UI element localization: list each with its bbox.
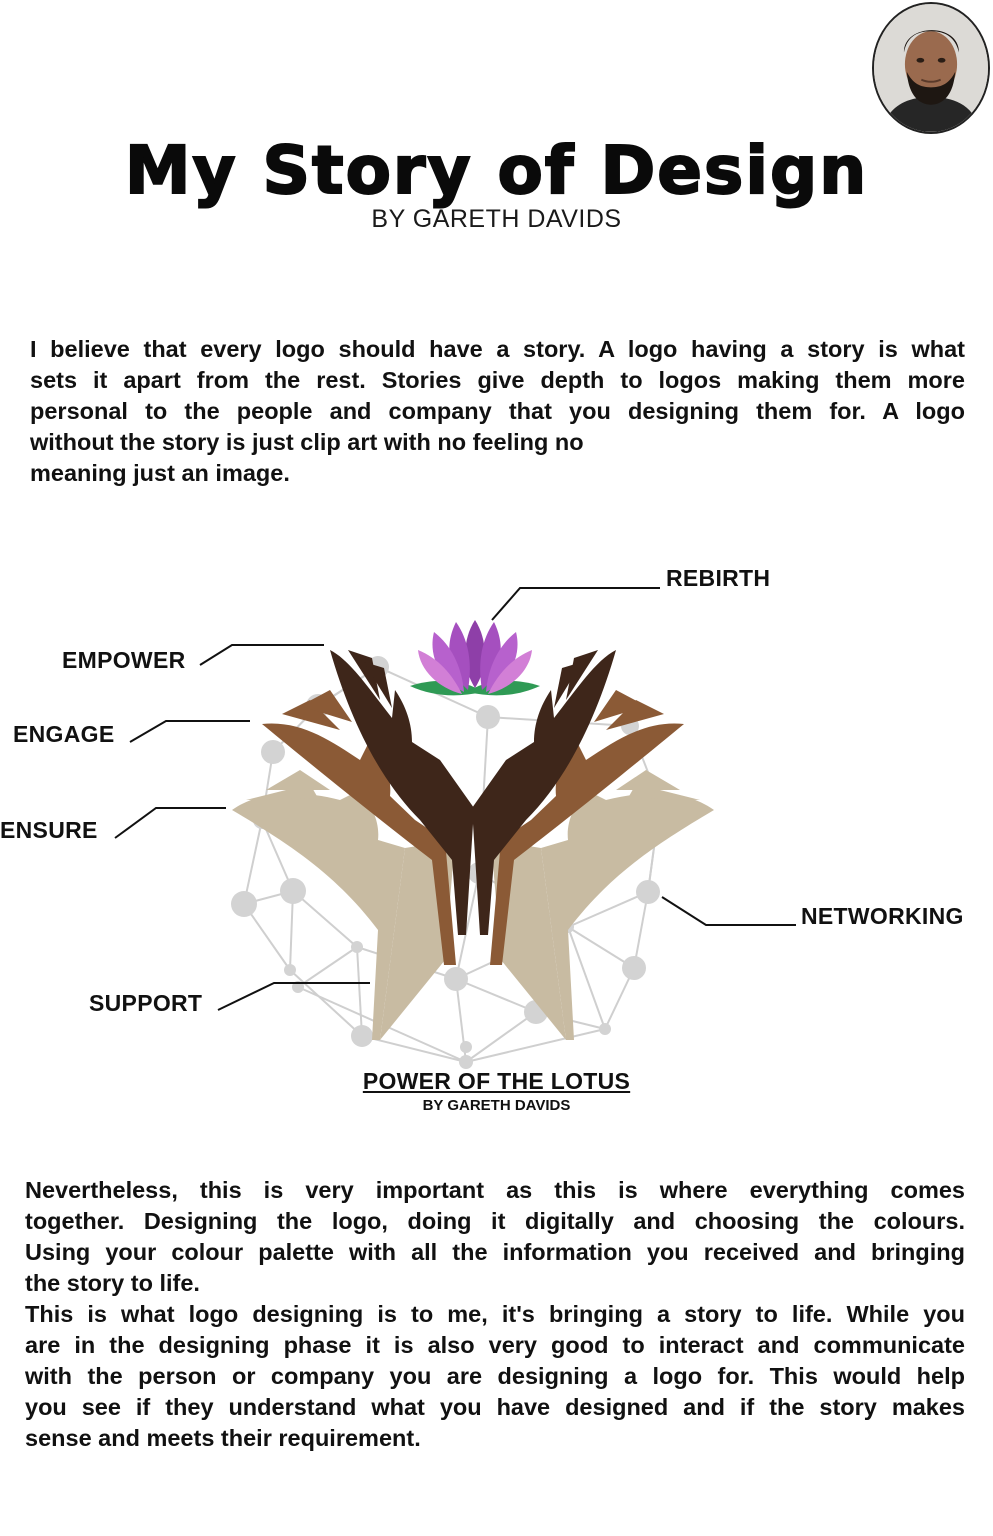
closing-line: together. Designing the logo, doing it digitally and choosing the colours. (25, 1208, 965, 1234)
intro-paragraph (30, 334, 965, 489)
author-photo (874, 4, 988, 132)
label-rebirth: REBIRTH (666, 565, 771, 591)
closing-line: are in the designing phase it is also very good to interact and communicate (25, 1332, 965, 1358)
label-engage: ENGAGE (13, 721, 115, 747)
closing-line: This is what logo designing is to me, it's bringing a story to life. While you (25, 1301, 965, 1327)
label-support: SUPPORT (89, 990, 203, 1016)
closing-line: Using your colour palette with all the information you received and bringing (25, 1239, 965, 1265)
closing-paragraph (25, 1175, 965, 1454)
closing-line: sense and meets their requirement. (25, 1425, 421, 1451)
intro-line: without the story is just clip art with no feeling no (30, 429, 584, 455)
label-networking: NETWORKING (801, 903, 964, 929)
page-subtitle-author: BY GARETH DAVIDS (371, 205, 622, 233)
lotus-flower-icon (410, 620, 540, 695)
closing-line: Nevertheless, this is very important as this is where everything comes (25, 1177, 965, 1203)
page-title: My Story of Design (124, 132, 869, 209)
closing-line: with the person or company you are designing a logo for. This would help (25, 1363, 965, 1389)
intro-line: I believe that every logo should have a story. A logo having a story is what (30, 336, 965, 362)
author-avatar (872, 2, 990, 134)
intro-line: sets it apart from the rest. Stories give depth to logos making them more (30, 367, 965, 393)
label-ensure: ENSURE (0, 817, 98, 843)
closing-line: you see if they understand what you have designed and if the story makes (25, 1394, 965, 1420)
logo-caption-title: POWER OF THE LOTUS (362, 1068, 631, 1094)
logo-caption-author: BY GARETH DAVIDS (422, 1097, 571, 1114)
intro-line: meaning just an image. (30, 460, 290, 486)
closing-line: the story to life. (25, 1270, 200, 1296)
intro-line: personal to the people and company that you designing them for. A logo (30, 398, 965, 424)
label-empower: EMPOWER (62, 647, 186, 673)
